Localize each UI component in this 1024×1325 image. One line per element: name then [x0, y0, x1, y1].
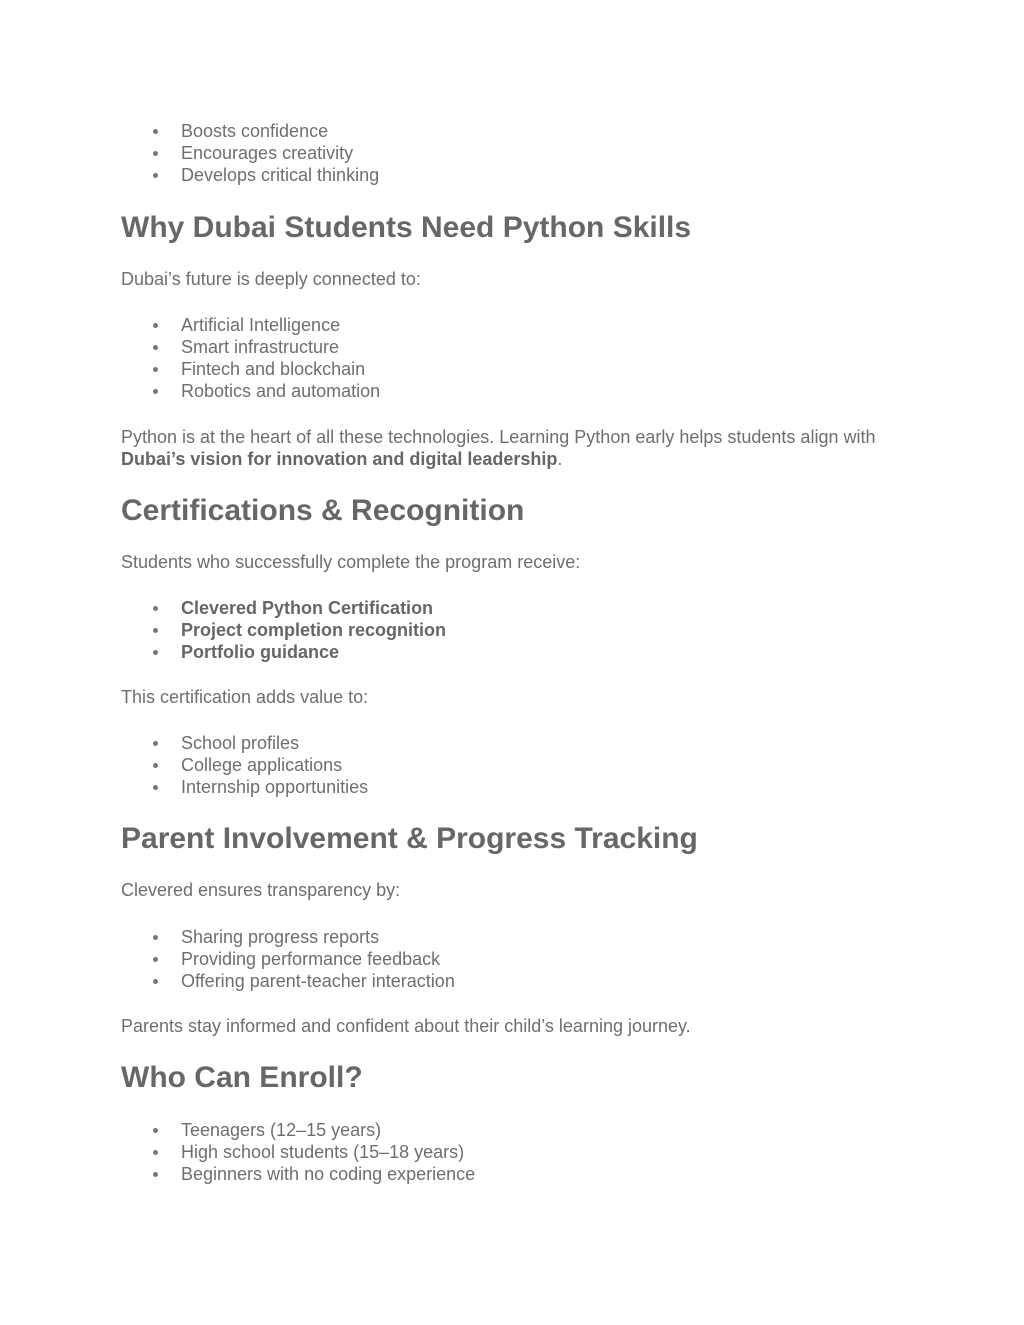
- list-item: Fintech and blockchain: [150, 358, 380, 380]
- paragraph-receive: Students who successfully complete the program receive:: [121, 552, 581, 572]
- paragraph-python: [121, 426, 911, 470]
- list-item: School profiles: [150, 732, 368, 754]
- text: .: [557, 449, 563, 469]
- heading-parent-involvement: Parent Involvement & Progress Tracking: [121, 822, 698, 855]
- list-item: Beginners with no coding experience: [150, 1163, 475, 1185]
- bold-text: Dubai’s vision for innovation and digital leadership: [121, 449, 558, 469]
- list-item: Teenagers (12–15 years): [150, 1119, 475, 1141]
- list-item: High school students (15–18 years): [150, 1141, 475, 1163]
- heading-who-can-enroll: Who Can Enroll?: [121, 1061, 363, 1094]
- list-item: Develops critical thinking: [150, 164, 379, 186]
- list-item: Project completion recognition: [150, 619, 446, 641]
- value-list: [150, 732, 368, 798]
- heading-why-dubai: Why Dubai Students Need Python Skills: [121, 211, 692, 244]
- paragraph-transparency: Clevered ensures transparency by:: [121, 880, 401, 900]
- certifications-list: [150, 597, 446, 663]
- list-item: Portfolio guidance: [150, 641, 446, 663]
- transparency-list: [150, 926, 455, 992]
- list-item: Sharing progress reports: [150, 926, 455, 948]
- technologies-list: [150, 314, 380, 402]
- text: Python is at the heart of all these technologies. Learning Python early helps students align with: [121, 427, 876, 447]
- heading-certifications: Certifications & Recognition: [121, 494, 525, 527]
- benefits-list: [150, 120, 379, 186]
- list-item: Robotics and automation: [150, 380, 380, 402]
- list-item: Internship opportunities: [150, 776, 368, 798]
- list-item: College applications: [150, 754, 368, 776]
- list-item: Providing performance feedback: [150, 948, 455, 970]
- list-item: Artificial Intelligence: [150, 314, 380, 336]
- enroll-list: [150, 1119, 475, 1185]
- paragraph-future: Dubai’s future is deeply connected to:: [121, 269, 421, 289]
- list-item: Smart infrastructure: [150, 336, 380, 358]
- list-item: Boosts confidence: [150, 120, 379, 142]
- list-item: Encourages creativity: [150, 142, 379, 164]
- paragraph-parents: Parents stay informed and confident about their child’s learning journey.: [121, 1016, 691, 1036]
- list-item: Clevered Python Certification: [150, 597, 446, 619]
- list-item: Offering parent-teacher interaction: [150, 970, 455, 992]
- paragraph-adds-value: This certification adds value to:: [121, 687, 369, 707]
